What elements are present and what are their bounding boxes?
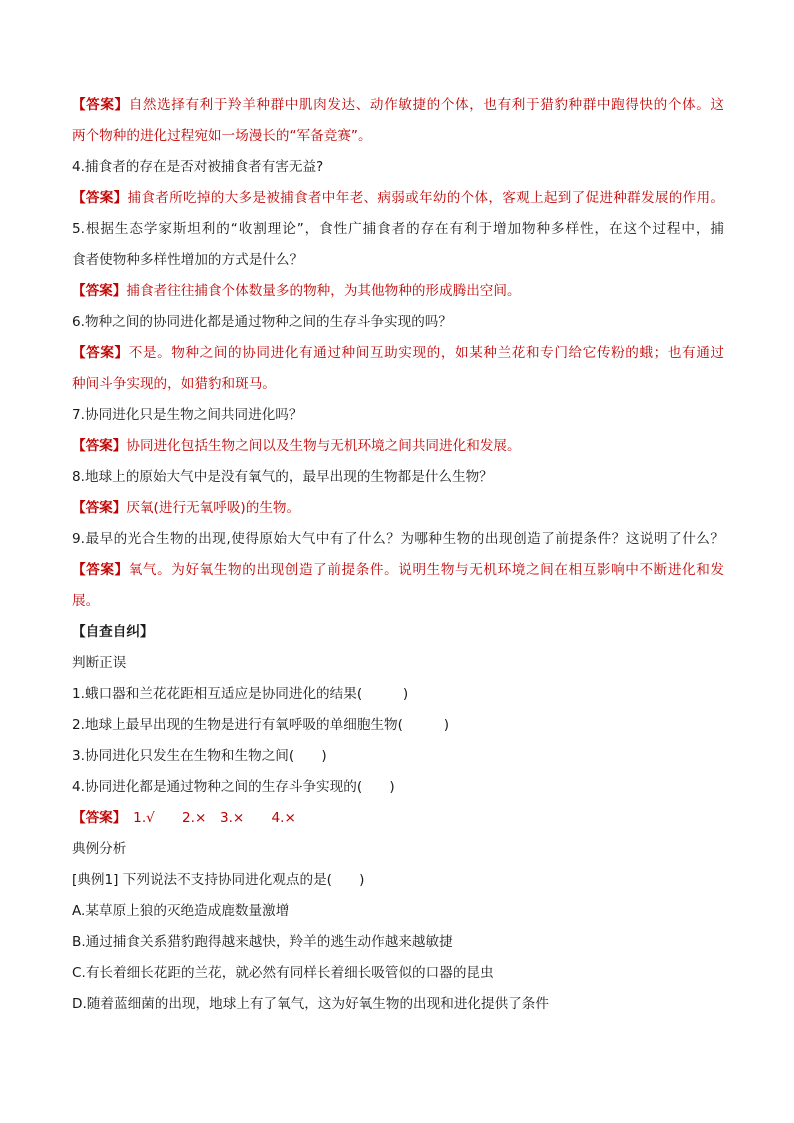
text-line-q6 — [72, 313, 724, 331]
text-line-h-self — [72, 623, 724, 641]
answer-tag: 【答案】 — [72, 438, 127, 454]
text-line-aj — [72, 809, 724, 827]
text-line-a4 — [72, 189, 724, 207]
line-text: 厌氧(进行无氧呼吸)的生物。 — [126, 500, 301, 516]
line-text: 1.√ 2.× 3.× 4.× — [119, 810, 296, 826]
text-line-j3 — [72, 747, 724, 765]
text-line-a7 — [72, 437, 724, 455]
line-text: [典例1] 下列说法不支持协同进化观点的是( ) — [72, 872, 365, 888]
text-line-q8 — [72, 468, 724, 486]
text-line-j2 — [72, 716, 724, 734]
text-line-q7 — [72, 406, 724, 424]
text-line-exD — [72, 995, 724, 1013]
text-line-ex-h — [72, 840, 724, 858]
line-text: 两个物种的进化过程宛如一场漫长的“军备竞赛”。 — [72, 128, 372, 144]
answer-tag: 【答案】 — [72, 500, 127, 516]
answer-tag: 【答案】 — [72, 810, 120, 826]
text-line-a9-1 — [72, 561, 724, 579]
line-text: 种间斗争实现的，如猎豹和斑马。 — [72, 376, 276, 392]
text-line-a3-1 — [72, 96, 724, 114]
text-line-q4 — [72, 158, 724, 176]
text-line-a8 — [72, 499, 724, 517]
line-text: A.某草原上狼的灭绝造成鹿数量激增 — [72, 903, 290, 919]
line-text: 3.协同进化只发生在生物和生物之间( ) — [72, 748, 327, 764]
text-line-ex1 — [72, 871, 724, 889]
line-text: 食者使物种多样性增加的方式是什么？ — [72, 252, 304, 268]
line-text: 6.物种之间的协同进化都是通过物种之间的生存斗争实现的吗？ — [72, 314, 452, 330]
answer-tag: 【答案】 — [72, 190, 128, 206]
line-text: 2.地球上最早出现的生物是进行有氧呼吸的单细胞生物( ) — [72, 717, 450, 733]
answer-tag: 【答案】 — [72, 283, 127, 299]
text-line-a3-2 — [72, 127, 724, 145]
line-text: 捕食者往往捕食个体数量多的物种，为其他物种的形成腾出空间。 — [126, 283, 521, 299]
text-line-exC — [72, 964, 724, 982]
line-text: 9.最早的光合生物的出现,使得原始大气中有了什么？为哪种生物的出现创造了前提条件？这说明了什么？ — [72, 531, 724, 547]
line-text: 展。 — [72, 593, 100, 609]
line-text: 8.地球上的原始大气中是没有氧气的，最早出现的生物都是什么生物？ — [72, 469, 493, 485]
text-line-a9-2 — [72, 592, 724, 610]
text-line-a6-1 — [72, 344, 724, 362]
text-line-q9 — [72, 530, 724, 548]
text-line-a6-2 — [72, 375, 724, 393]
line-text: 自然选择有利于羚羊种群中肌肉发达、动作敏捷的个体，也有利于猎豹种群中跑得快的个体。这 — [128, 97, 724, 113]
line-text: 4.捕食者的存在是否对被捕食者有害无益? — [72, 159, 324, 175]
text-line-j1 — [72, 685, 724, 703]
line-text: 1.蛾口器和兰花花距相互适应是协同进化的结果( ) — [72, 686, 409, 702]
line-text: 氧气。为好氧生物的出现创造了前提条件。说明生物与无机环境之间在相互影响中不断进化和发 — [128, 562, 724, 578]
text-line-exB — [72, 933, 724, 951]
line-text: 不是。物种之间的协同进化有通过种间互助实现的，如某种兰花和专门给它传粉的蛾；也有通过 — [128, 345, 724, 361]
line-text: 5.根据生态学家斯坦利的“收割理论”，食性广捕食者的存在有利于增加物种多样性，在这个过程中，捕 — [72, 221, 724, 237]
text-line-exA — [72, 902, 724, 920]
line-text: 4.协同进化都是通过物种之间的生存斗争实现的( ) — [72, 779, 395, 795]
answer-tag: 【答案】 — [72, 345, 129, 361]
answer-tag: 【答案】 — [72, 562, 129, 578]
line-text: 典例分析 — [72, 841, 127, 857]
line-text: 【自查自纠】 — [72, 624, 154, 640]
line-text: 捕食者所吃掉的大多是被捕食者中年老、病弱或年幼的个体，客观上起到了促进种群发展的作用。 — [127, 190, 724, 206]
answer-tag: 【答案】 — [72, 97, 129, 113]
text-line-judge — [72, 654, 724, 672]
line-text: B.通过捕食关系猎豹跑得越来越快，羚羊的逃生动作越来越敏捷 — [72, 934, 453, 950]
line-text: 判断正误 — [72, 655, 127, 671]
line-text: C.有长着细长花距的兰花，就必然有同样长着细长吸管似的口器的昆虫 — [72, 965, 494, 981]
line-text: D.随着蓝细菌的出现，地球上有了氧气，这为好氧生物的出现和进化提供了条件 — [72, 996, 549, 1012]
text-line-j4 — [72, 778, 724, 796]
text-line-a5 — [72, 282, 724, 300]
text-line-q5-1 — [72, 220, 724, 238]
line-text: 7.协同进化只是生物之间共同进化吗？ — [72, 407, 303, 423]
line-text: 协同进化包括生物之间以及生物与无机环境之间共同进化和发展。 — [126, 438, 521, 454]
text-line-q5-2 — [72, 251, 724, 269]
